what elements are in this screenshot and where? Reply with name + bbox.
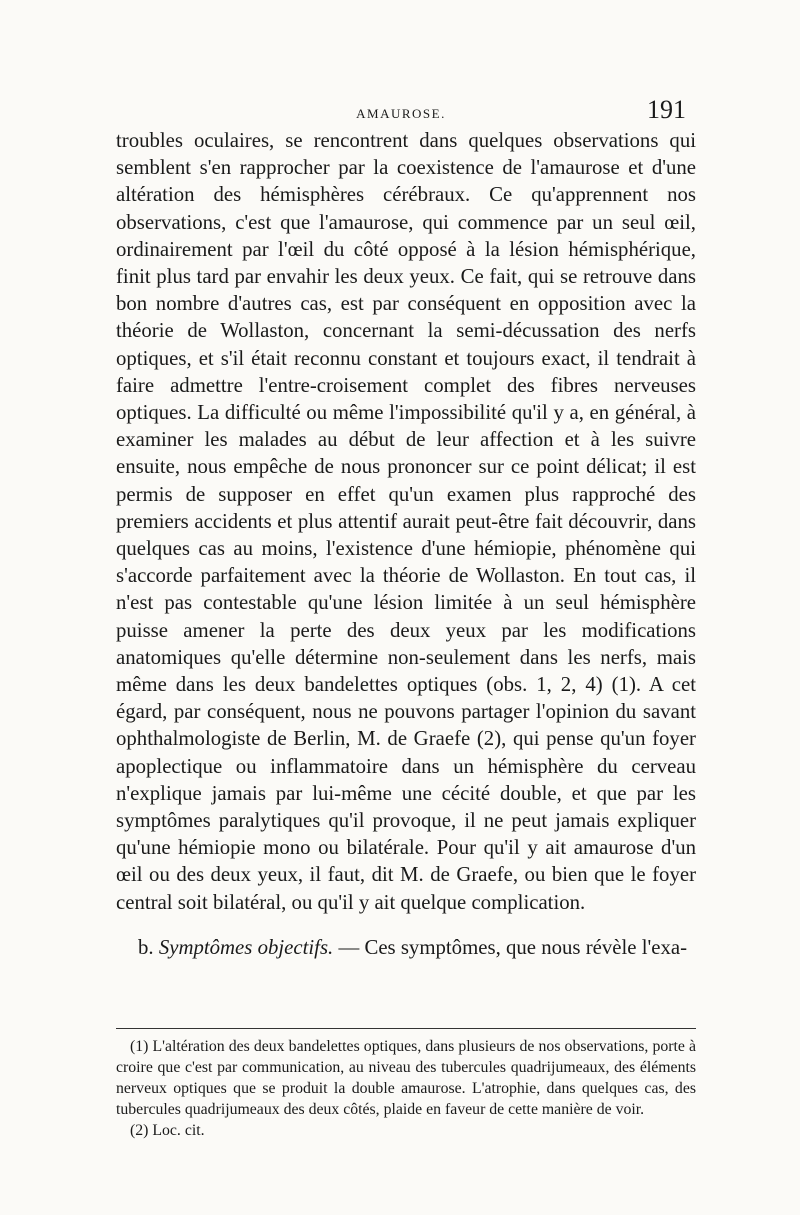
footnote-1: (1) L'altération des deux bandelettes optiques, dans plusieurs de nos observations, porte à croire que c'est par communication, au niveau des tubercules quadrijumeaux, des éléments nerveux optiques que se produit la double amaurose. L'atrophie, dans quelques cas, des tubercules quadrijumeaux des deux côtés, plaide en faveur de cette manière de voir. bbox=[116, 1038, 696, 1118]
footnote-divider bbox=[116, 1028, 696, 1029]
main-text bbox=[116, 127, 696, 961]
body-paragraph: troubles oculaires, se rencontrent dans quelques observations qui semblent s'en rapprocher par la coexistence de l'amaurose et d'une altération des hémisphères cérébraux. Ce qu'apprennent nos observations, c'est que l'amaurose, qui commence par un seul œil, ordinairement par l'œil du côté opposé à la lésion hémisphérique, finit plus tard par envahir les deux yeux. Ce fait, qui se retrouve dans bon nombre d'autres cas, est par conséquent en opposition avec la théorie de Wollaston, concernant la semi-décussation des nerfs optiques, et s'il était reconnu constant et toujours exact, il tendrait à faire admettre l'entre-croisement complet des fibres nerveuses optiques. La difficulté ou même l'impossibilité qu'il y a, en général, à examiner les malades au début de leur affection et à les suivre ensuite, nous empêche de nous prononcer sur ce point délicat; il est permis de supposer en effet qu'un examen plus rapproché des premiers accidents et plus attentif aurait peut-être fait découvrir, dans quelques cas au moins, l'existence d'une hémiopie, phénomène qui s'accorde parfaitement avec la théorie de Wollaston. En tout cas, il n'est pas contestable qu'une lésion limitée à un seul hémisphère puisse amener la perte des deux yeux par les modifications anatomiques qu'elle détermine non-seulement dans les nerfs, mais même dans les deux bandelettes optiques (obs. 1, 2, 4) (1). A cet égard, par conséquent, nous ne pouvons partager l'opinion du savant ophthalmologiste de Berlin, M. de Graefe (2), qui pense qu'un foyer apoplectique ou inflammatoire dans un hémisphère du cerveau n'explique jamais par lui-même une cécité double, et que par les symptômes paralytiques qu'il provoque, il ne peut jamais expliquer qu'une hémiopie mono ou bilatérale. Pour qu'il y ait amaurose d'un œil ou des deux yeux, il faut, dit M. de Graefe, ou bien que le foyer central soit bilatéral, ou qu'il y ait quelque complication. bbox=[116, 129, 696, 914]
section-label: b. bbox=[138, 935, 154, 959]
section-text: — Ces symptômes, que nous révèle l'exa- bbox=[333, 935, 688, 959]
page-header bbox=[116, 95, 686, 129]
footnote-2: (2) Loc. cit. bbox=[130, 1122, 205, 1139]
running-title: AMAUROSE. bbox=[356, 106, 446, 121]
page-number: 191 bbox=[647, 95, 686, 124]
footnotes bbox=[116, 1036, 696, 1141]
section-paragraph bbox=[116, 934, 696, 961]
section-title: Symptômes objectifs. bbox=[158, 935, 334, 959]
